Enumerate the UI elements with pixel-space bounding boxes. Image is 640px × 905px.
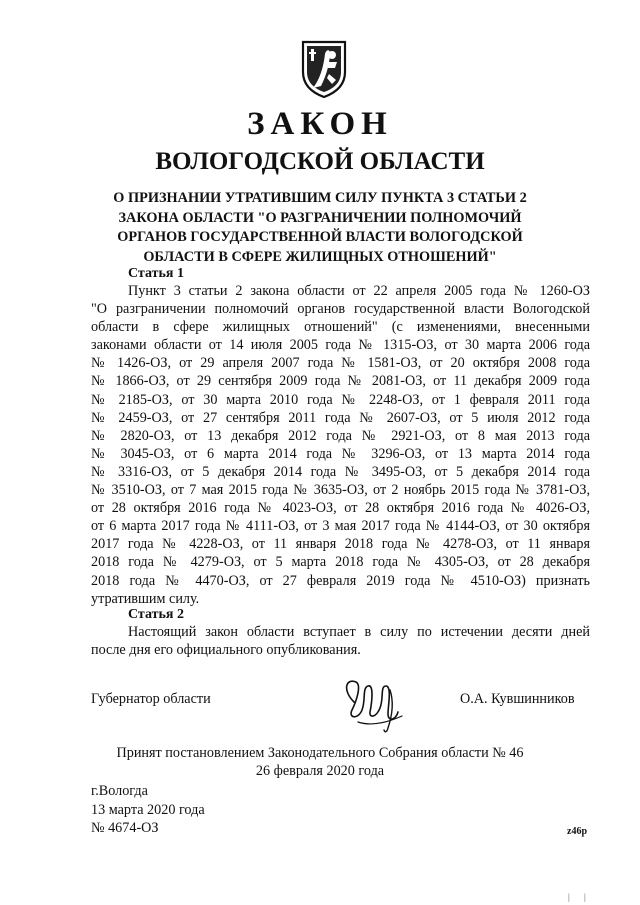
text-line: после дня его официального опубликования. xyxy=(91,642,361,659)
text-line: законами области от 14 июля 2005 года № 1315-ОЗ, от 30 марта 2006 года xyxy=(91,337,590,354)
subtitle-line: ОБЛАСТИ В СФЕРЕ ЖИЛИЩНЫХ ОТНОШЕНИЙ" xyxy=(143,248,497,265)
date-line: 13 марта 2020 года xyxy=(91,801,205,818)
article-1-text xyxy=(91,282,590,608)
subtitle-line: ЗАКОНА ОБЛАСТИ "О РАЗГРАНИЧЕНИИ ПОЛНОМОЧИЙ xyxy=(118,209,522,226)
text-line: № 3045-ОЗ, от 6 марта 2014 года № 3296-ОЗ, от 13 марта 2014 года xyxy=(91,445,590,462)
subtitle-line: О ПРИЗНАНИИ УТРАТИВШИМ СИЛУ ПУНКТА 3 СТАТЬИ 2 xyxy=(113,190,527,206)
text-line: Пункт 3 статьи 2 закона области от 22 апреля 2005 года № 1260-ОЗ xyxy=(128,283,590,299)
text-line: № 1866-ОЗ, от 29 сентября 2009 года № 2081-ОЗ, от 11 декабря 2009 года xyxy=(91,373,590,390)
text-line: 2017 года № 4228-ОЗ, от 11 января 2018 года № 4278-ОЗ, от 11 января xyxy=(91,536,590,553)
text-line: от 28 октября 2016 года № 4023-ОЗ, от 28 октября 2016 года № 4026-ОЗ, xyxy=(91,500,590,517)
text-line: "О разграничении полномочий органов государственной власти Вологодской xyxy=(91,301,590,318)
text-line: от 6 марта 2017 года № 4111-ОЗ, от 3 мая 2017 года № 4144-ОЗ, от 30 октября xyxy=(91,518,590,535)
place-date-number xyxy=(91,782,205,838)
adoption-line: Принят постановлением Законодательного Собрания области № 46 xyxy=(116,745,524,761)
adoption-line: 26 февраля 2020 года xyxy=(255,762,385,779)
signatory-name: О.А. Кувшинников xyxy=(460,691,575,707)
document-subtitle xyxy=(95,189,545,267)
text-line: № 1426-ОЗ, от 29 апреля 2007 года № 1581-ОЗ, от 20 октября 2008 года xyxy=(91,355,590,372)
law-number-line: № 4674-ОЗ xyxy=(91,820,159,836)
handwritten-signature-icon xyxy=(336,672,416,734)
adoption-note xyxy=(0,745,640,780)
article-1-heading: Статья 1 xyxy=(128,266,184,281)
text-line: 2018 года № 4470-ОЗ, от 27 февраля 2019 года № 4510-ОЗ) признать xyxy=(91,572,590,589)
document-code: z46p xyxy=(567,826,587,837)
text-line: 2018 года № 4279-ОЗ, от 5 марта 2018 года № 4305-ОЗ, от 28 декабря xyxy=(91,554,590,571)
document-region: ВОЛОГОДСКОЙ ОБЛАСТИ xyxy=(155,148,485,175)
signatory-position: Губернатор области xyxy=(91,691,211,707)
text-line: № 3510-ОЗ, от 7 мая 2015 года № 3635-ОЗ, от 2 ноябрь 2015 года № 3781-ОЗ, xyxy=(91,482,590,499)
article-2-heading: Статья 2 xyxy=(128,607,184,622)
text-line: области в сфере жилищных отношений" (с изменениями, внесенными xyxy=(91,319,590,336)
text-line: № 2820-ОЗ, от 13 декабря 2012 года № 2921-ОЗ, от 8 мая 2013 года xyxy=(91,427,590,444)
text-line: № 2185-ОЗ, от 30 марта 2010 года № 2248-ОЗ, от 1 февраля 2011 года xyxy=(91,391,590,408)
place-line: г.Вологда xyxy=(91,783,148,799)
text-line: Настоящий закон области вступает в силу по истечении десяти дней xyxy=(128,624,590,640)
text-line: № 2459-ОЗ, от 27 сентября 2011 года № 2607-ОЗ, от 5 июля 2012 года xyxy=(91,409,590,426)
subtitle-line: ОРГАНОВ ГОСУДАРСТВЕННОЙ ВЛАСТИ ВОЛОГОДСКОЙ xyxy=(117,229,523,245)
document-title: ЗАКОН xyxy=(247,106,393,142)
article-2-text xyxy=(91,623,590,659)
footer-marks: | | xyxy=(568,892,592,902)
text-line: № 3316-ОЗ, от 5 декабря 2014 года № 3495-ОЗ, от 5 декабря 2014 года xyxy=(91,463,590,480)
text-line: утратившим силу. xyxy=(91,590,200,607)
coat-of-arms-icon xyxy=(299,40,349,98)
